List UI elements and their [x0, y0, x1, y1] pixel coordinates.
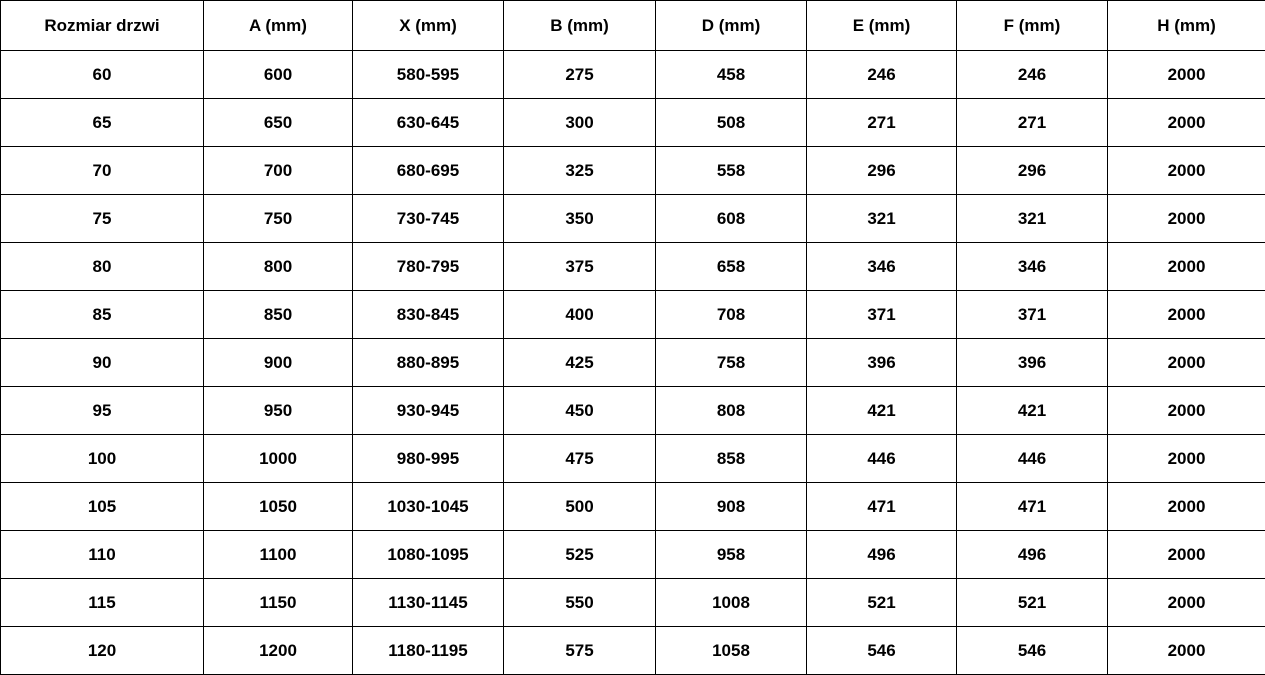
cell-h: 2000	[1108, 99, 1265, 147]
cell-e: 246	[807, 51, 957, 99]
cell-b: 525	[504, 531, 656, 579]
cell-h: 2000	[1108, 435, 1265, 483]
cell-a: 1100	[204, 531, 353, 579]
cell-h: 2000	[1108, 579, 1265, 627]
cell-rozmiar-drzwi: 85	[1, 291, 204, 339]
cell-f: 371	[957, 291, 1108, 339]
table-row	[1, 243, 1265, 291]
cell-a: 1050	[204, 483, 353, 531]
cell-h: 2000	[1108, 195, 1265, 243]
table-row	[1, 531, 1265, 579]
cell-f: 421	[957, 387, 1108, 435]
cell-f: 396	[957, 339, 1108, 387]
cell-a: 950	[204, 387, 353, 435]
column-header-rozmiar-drzwi: Rozmiar drzwi	[1, 1, 204, 51]
cell-h: 2000	[1108, 51, 1265, 99]
cell-a: 900	[204, 339, 353, 387]
cell-e: 396	[807, 339, 957, 387]
cell-f: 296	[957, 147, 1108, 195]
cell-h: 2000	[1108, 147, 1265, 195]
cell-x: 1080-1095	[353, 531, 504, 579]
table-row	[1, 147, 1265, 195]
cell-f: 471	[957, 483, 1108, 531]
table-row	[1, 483, 1265, 531]
cell-a: 750	[204, 195, 353, 243]
cell-h: 2000	[1108, 627, 1265, 675]
cell-d: 1008	[656, 579, 807, 627]
cell-e: 471	[807, 483, 957, 531]
table-row	[1, 435, 1265, 483]
cell-x: 1130-1145	[353, 579, 504, 627]
cell-e: 521	[807, 579, 957, 627]
cell-f: 521	[957, 579, 1108, 627]
cell-rozmiar-drzwi: 65	[1, 99, 204, 147]
cell-e: 271	[807, 99, 957, 147]
cell-a: 850	[204, 291, 353, 339]
cell-rozmiar-drzwi: 105	[1, 483, 204, 531]
cell-rozmiar-drzwi: 80	[1, 243, 204, 291]
cell-x: 730-745	[353, 195, 504, 243]
cell-e: 446	[807, 435, 957, 483]
cell-a: 650	[204, 99, 353, 147]
cell-rozmiar-drzwi: 60	[1, 51, 204, 99]
cell-d: 808	[656, 387, 807, 435]
table-row	[1, 627, 1265, 675]
cell-x: 980-995	[353, 435, 504, 483]
cell-a: 1150	[204, 579, 353, 627]
cell-rozmiar-drzwi: 95	[1, 387, 204, 435]
cell-a: 700	[204, 147, 353, 195]
cell-e: 546	[807, 627, 957, 675]
cell-d: 958	[656, 531, 807, 579]
cell-b: 275	[504, 51, 656, 99]
cell-b: 450	[504, 387, 656, 435]
cell-x: 630-645	[353, 99, 504, 147]
column-header-d: D (mm)	[656, 1, 807, 51]
cell-x: 1180-1195	[353, 627, 504, 675]
cell-x: 830-845	[353, 291, 504, 339]
cell-d: 458	[656, 51, 807, 99]
cell-e: 321	[807, 195, 957, 243]
cell-d: 858	[656, 435, 807, 483]
cell-d: 608	[656, 195, 807, 243]
cell-x: 880-895	[353, 339, 504, 387]
cell-h: 2000	[1108, 483, 1265, 531]
table-body	[1, 51, 1265, 675]
column-header-b: B (mm)	[504, 1, 656, 51]
cell-b: 350	[504, 195, 656, 243]
cell-a: 600	[204, 51, 353, 99]
cell-f: 321	[957, 195, 1108, 243]
cell-d: 658	[656, 243, 807, 291]
cell-f: 246	[957, 51, 1108, 99]
table-row	[1, 387, 1265, 435]
cell-f: 271	[957, 99, 1108, 147]
cell-f: 496	[957, 531, 1108, 579]
cell-e: 421	[807, 387, 957, 435]
cell-d: 758	[656, 339, 807, 387]
cell-rozmiar-drzwi: 115	[1, 579, 204, 627]
table-row	[1, 579, 1265, 627]
cell-d: 558	[656, 147, 807, 195]
cell-h: 2000	[1108, 387, 1265, 435]
cell-x: 930-945	[353, 387, 504, 435]
cell-x: 1030-1045	[353, 483, 504, 531]
cell-d: 908	[656, 483, 807, 531]
cell-f: 346	[957, 243, 1108, 291]
cell-x: 780-795	[353, 243, 504, 291]
cell-b: 575	[504, 627, 656, 675]
cell-b: 550	[504, 579, 656, 627]
column-header-e: E (mm)	[807, 1, 957, 51]
cell-rozmiar-drzwi: 70	[1, 147, 204, 195]
cell-h: 2000	[1108, 243, 1265, 291]
table-header	[1, 1, 1265, 51]
cell-b: 300	[504, 99, 656, 147]
cell-e: 296	[807, 147, 957, 195]
cell-a: 1200	[204, 627, 353, 675]
table-row	[1, 99, 1265, 147]
cell-x: 680-695	[353, 147, 504, 195]
cell-f: 446	[957, 435, 1108, 483]
column-header-x: X (mm)	[353, 1, 504, 51]
table-row	[1, 195, 1265, 243]
cell-b: 375	[504, 243, 656, 291]
cell-e: 346	[807, 243, 957, 291]
cell-b: 325	[504, 147, 656, 195]
cell-rozmiar-drzwi: 75	[1, 195, 204, 243]
cell-b: 475	[504, 435, 656, 483]
cell-rozmiar-drzwi: 100	[1, 435, 204, 483]
table-header-row	[1, 1, 1265, 51]
cell-a: 1000	[204, 435, 353, 483]
cell-b: 400	[504, 291, 656, 339]
cell-f: 546	[957, 627, 1108, 675]
table-row	[1, 339, 1265, 387]
cell-d: 508	[656, 99, 807, 147]
cell-d: 1058	[656, 627, 807, 675]
column-header-h: H (mm)	[1108, 1, 1265, 51]
cell-e: 371	[807, 291, 957, 339]
cell-h: 2000	[1108, 291, 1265, 339]
cell-rozmiar-drzwi: 90	[1, 339, 204, 387]
cell-b: 425	[504, 339, 656, 387]
table-row	[1, 291, 1265, 339]
cell-x: 580-595	[353, 51, 504, 99]
cell-a: 800	[204, 243, 353, 291]
cell-h: 2000	[1108, 339, 1265, 387]
cell-d: 708	[656, 291, 807, 339]
table-row	[1, 51, 1265, 99]
cell-rozmiar-drzwi: 110	[1, 531, 204, 579]
column-header-a: A (mm)	[204, 1, 353, 51]
cell-h: 2000	[1108, 531, 1265, 579]
cell-e: 496	[807, 531, 957, 579]
column-header-f: F (mm)	[957, 1, 1108, 51]
cell-b: 500	[504, 483, 656, 531]
cell-rozmiar-drzwi: 120	[1, 627, 204, 675]
